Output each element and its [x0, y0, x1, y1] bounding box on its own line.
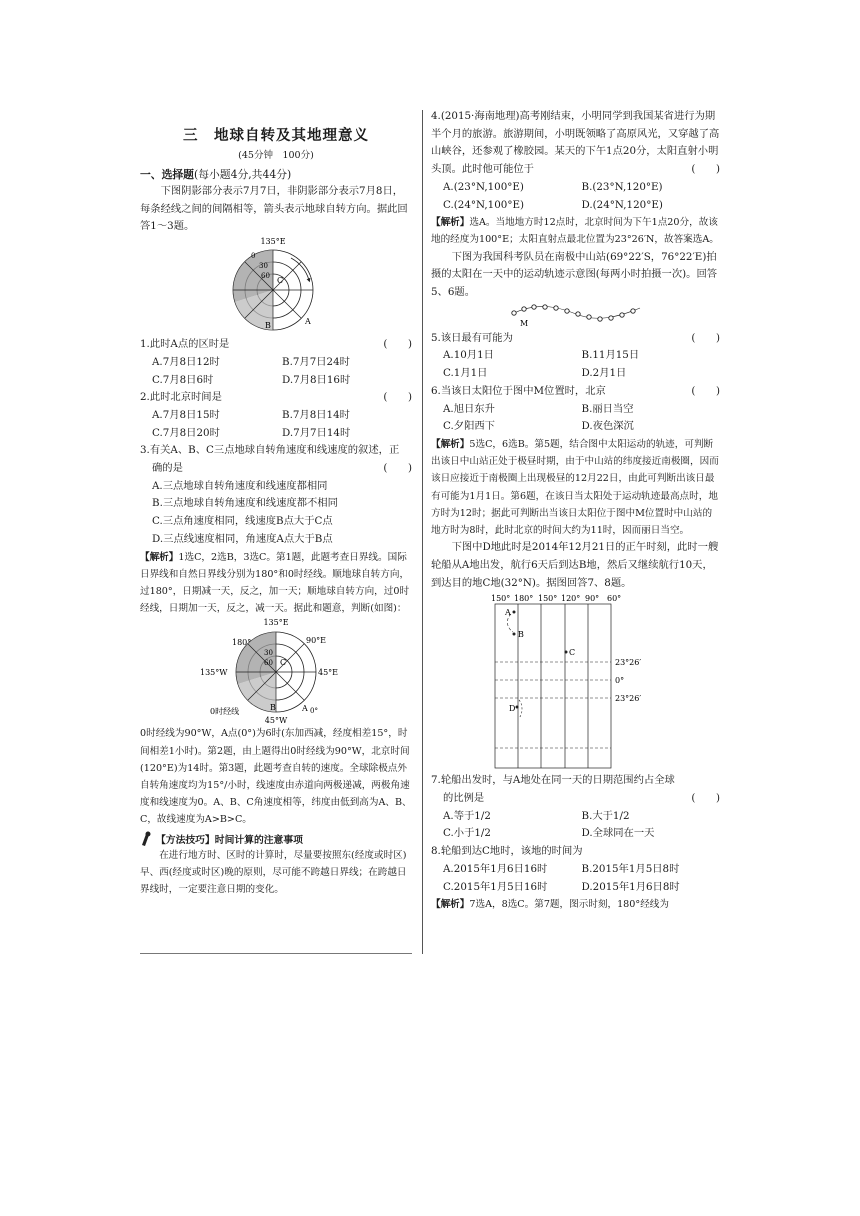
q1-option-b[interactable]: B.7月7日24时 — [282, 355, 350, 368]
q4-option-a[interactable]: A.(23°N,100°E) — [443, 180, 524, 193]
q6-option-d[interactable]: D.夜色深沉 — [581, 420, 634, 433]
svg-text:180°: 180° — [513, 594, 533, 604]
svg-text:A: A — [504, 608, 511, 618]
question-7: 7.轮船出发时，与A地处在同一天的日期范围约占全球 的比例是 ( ) A.等于1/2 B.大于1/2 C.小于1/2 D.全球同在一天 — [431, 772, 720, 843]
time-score: (45分钟 100分) — [238, 150, 314, 161]
svg-text:C: C — [568, 648, 575, 658]
q7-option-c[interactable]: C.小于1/2 — [443, 827, 491, 840]
svg-text:23°26′: 23°26′ — [614, 694, 641, 704]
q3-option-b[interactable]: B.三点地球自转角速度和线速度都不相同 — [152, 497, 338, 510]
svg-text:30: 30 — [264, 649, 273, 658]
q4-option-c[interactable]: C.(24°N,100°E) — [443, 198, 525, 211]
fig1-point-c: C — [277, 276, 284, 286]
q5-option-d[interactable]: D.2月1日 — [581, 367, 627, 380]
q3-option-d[interactable]: D.三点线速度相同，角速度A点大于B点 — [152, 532, 333, 545]
svg-text:D: D — [508, 704, 515, 714]
page-title: 三 地球自转及其地理意义 — [183, 128, 369, 144]
svg-text:90°: 90° — [584, 594, 599, 604]
svg-text:B: B — [270, 703, 276, 713]
svg-text:135°E: 135°E — [263, 618, 289, 628]
q1-option-a[interactable]: A.7月8日12时 — [152, 355, 220, 368]
svg-text:A: A — [302, 704, 308, 714]
svg-text:0°: 0° — [310, 707, 318, 716]
q5-option-a[interactable]: A.10月1日 — [443, 349, 494, 362]
q7-option-a[interactable]: A.等于1/2 — [443, 809, 491, 822]
q4-option-b[interactable]: B.(23°N,120°E) — [581, 180, 663, 193]
svg-text:0时经线: 0时经线 — [210, 707, 240, 717]
question-6: 6.当该日太阳位于图中M位置时，北京 ( ) A.旭日东升 B.丽日当空 C.夕阳西下 D.夜色深沉 — [431, 383, 720, 436]
q2-option-a[interactable]: A.7月8日15时 — [152, 408, 220, 421]
figure-polar-view — [221, 236, 331, 336]
svg-text:60°: 60° — [606, 594, 621, 604]
intro-7-8: 下图中D地此时是2014年12月21日的正午时刻，此时一艘轮船从A地出发，航行6天后到达B地，然后又继续航行10天，到达目的地C地(32°N)。据图回答7、8题。 — [431, 541, 719, 589]
question-3: 3.有关A、B、C三点地球自转角速度和线速度的叙述，正 确的是 ( ) A.三点地球自转角速度和线速度都相同 B.三点地球自转角速度和线速度都不相同 C.三点角速度相同，线速度B点大于C点 D.三点线速度相同，角速度A点大于B点 — [140, 442, 412, 548]
q8-option-d[interactable]: D.2015年1月6日8时 — [581, 880, 680, 893]
svg-text:150°: 150° — [490, 594, 510, 604]
svg-text:135°W: 135°W — [200, 668, 228, 678]
svg-text:120°: 120° — [560, 594, 580, 604]
q7-option-d[interactable]: D.全球同在一天 — [581, 827, 655, 840]
question-2: 2.此时北京时间是 ( ) A.7月8日15时 B.7月8日14时 C.7月8日20时 D.7月7日14时 — [140, 389, 412, 442]
svg-text:B: B — [517, 630, 524, 640]
q5-option-c[interactable]: C.1月1日 — [443, 367, 488, 380]
svg-text:23°26′: 23°26′ — [614, 658, 641, 668]
q8-option-c[interactable]: C.2015年1月5日16时 — [443, 880, 548, 893]
svg-text:150°: 150° — [537, 594, 557, 604]
svg-text:90°E: 90°E — [306, 636, 327, 646]
figure-polar-view-annotated — [196, 617, 356, 725]
q2-option-d[interactable]: D.7月7日14时 — [282, 426, 351, 439]
svg-text:60: 60 — [264, 659, 273, 668]
q6-option-a[interactable]: A.旭日东升 — [443, 402, 495, 415]
fig1-label-135e: 135°E — [260, 237, 286, 247]
column-divider — [422, 110, 423, 954]
figure-sun-path — [506, 302, 646, 330]
q1-option-c[interactable]: C.7月8日6时 — [152, 373, 214, 386]
q1-option-d[interactable]: D.7月8日16时 — [282, 373, 351, 386]
svg-text:C: C — [280, 658, 287, 668]
worksheet-page — [140, 108, 720, 956]
fig1-label-60: 60 — [261, 272, 270, 281]
q3-option-c[interactable]: C.三点角速度相同，线速度B点大于C点 — [152, 515, 333, 528]
fig1-point-b: B — [265, 321, 271, 331]
svg-text:0°: 0° — [614, 676, 624, 686]
bottom-rule — [140, 953, 412, 954]
q2-option-b[interactable]: B.7月8日14时 — [282, 408, 350, 421]
q8-option-b[interactable]: B.2015年1月5日8时 — [581, 862, 680, 875]
q8-option-a[interactable]: A.2015年1月6日16时 — [443, 862, 548, 875]
fig1-label-0: 0 — [251, 252, 256, 261]
right-column — [431, 108, 720, 913]
analysis-1-3: 【解析】1选C，2选B，3选C。第1题，此题考查日界线。国际日界线和自然日界线分别为180°和0时经线。顺地球自转方向，过180°，日期减一天，反之，加一天；顺地球自转方向，过0时经线，日期加一天，反之，减一天。据此和题意，判断(如图)： — [140, 551, 410, 615]
q6-option-c[interactable]: C.夕阳西下 — [443, 420, 495, 433]
q3-option-a[interactable]: A.三点地球自转角速度和线速度都相同 — [152, 479, 328, 492]
section-heading: 一、选择题(每小题4分,共44分) — [140, 168, 292, 181]
fig3-label-m: M — [519, 318, 528, 328]
q5-option-b[interactable]: B.11月15日 — [581, 349, 640, 362]
analysis-7-8: 【解析】7选A，8选C。第7题，图示时刻，180°经线为 — [431, 899, 669, 911]
analysis-1-3-continued: 0时经线为90°W，A点(0°)为6时(东加西减，经度相差15°，时间相差1小时)。第2题，由上题得出0时经线为90°W，北京时间(120°E)为14时。第3题，此题考查自转的速度。全球除极点外自转角速度均为15°/小时，线速度由赤道向两极递减，两极角速度和线速度为0。A、B、C角速度相等，纬度由低到高为A、B、C，故线速度为A>B>C。 — [140, 728, 412, 826]
fig1-label-30: 30 — [259, 262, 268, 271]
svg-text:45°E: 45°E — [318, 668, 339, 678]
fig1-point-a: A — [305, 317, 311, 327]
q2-option-c[interactable]: C.7月8日20时 — [152, 426, 220, 439]
svg-text:180°: 180° — [232, 638, 252, 648]
figure-route-map — [481, 592, 671, 772]
question-5: 5.该日最有可能为 ( ) A.10月1日 B.11月15日 C.1月1日 D.2月1日 — [431, 330, 720, 383]
svg-text:45°W: 45°W — [264, 716, 288, 726]
q7-option-b[interactable]: B.大于1/2 — [581, 809, 630, 822]
left-column — [140, 108, 412, 898]
analysis-5-6: 【解析】5选C，6选B。第5题，结合图中太阳运动的轨迹，可判断出该日中山站正处于极昼时期，由于中山站的纬度接近南极圈，因而该日应接近于南极圈上出现极昼的12月22日，由此可判断出该日最有可能为1月1日。第6题，在该日当太阳处于运动轨迹最高点时，地方时为12时；据此可判断出当该日太阳位于图中M位置时中山站的地方时为8时，此时北京的时间大约为11时，因而丽日当空。 — [431, 438, 719, 536]
intro-1-3: 下图阴影部分表示7月7日，非阴影部分表示7月8日，每条经线之间的间隔相等，箭头表示地球自转方向。据此回答1～3题。 — [140, 185, 408, 233]
q4-option-d[interactable]: D.(24°N,120°E) — [581, 198, 663, 211]
intro-5-6: 下图为我国科考队员在南极中山站(69°22′S，76°22′E)拍摄的太阳在一天中的运动轨迹示意图(每两小时拍摄一次)。回答5、6题。 — [431, 250, 718, 299]
pen-icon — [140, 831, 154, 847]
q6-option-b[interactable]: B.丽日当空 — [581, 402, 634, 415]
question-1: 1.此时A点的区时是 ( ) A.7月8日12时 B.7月7日24时 C.7月8日6时 D.7月8日16时 — [140, 336, 412, 389]
question-8: 8.轮船到达C地时，该地的时间为 A.2015年1月6日16时 B.2015年1月5日8时 C.2015年1月5日16时 D.2015年1月6日8时 — [431, 843, 720, 896]
method-tip: 【方法技巧】时间计算的注意事项 在进行地方时、区时的计算时，尽量要按照东(经度或时区)早、西(经度或时区)晚的原则，尽可能不跨越日界线；在跨越日界线时，一定要注意日期的变化。 — [140, 831, 412, 899]
question-4: 4.(2015·海南地理)高考刚结束，小明同学到我国某省进行为期半个月的旅游。旅游期间，小明既领略了高原风光，又穿越了高山峡谷，还参观了橡胶园。某天的下午1点20分，太阳直射小明头顶。此时他可能位于 ( ) A.(23°N,100°E) B.(23°N,120°E) C.(24°N,100°E) D.(24°N,120°E) — [431, 108, 720, 214]
analysis-4: 【解析】选A。当地地方时12点时，北京时间为下午1点20分，故该地的经度为100°E；太阳直射点最北位置为23°26′N，故答案选A。 — [431, 217, 719, 246]
